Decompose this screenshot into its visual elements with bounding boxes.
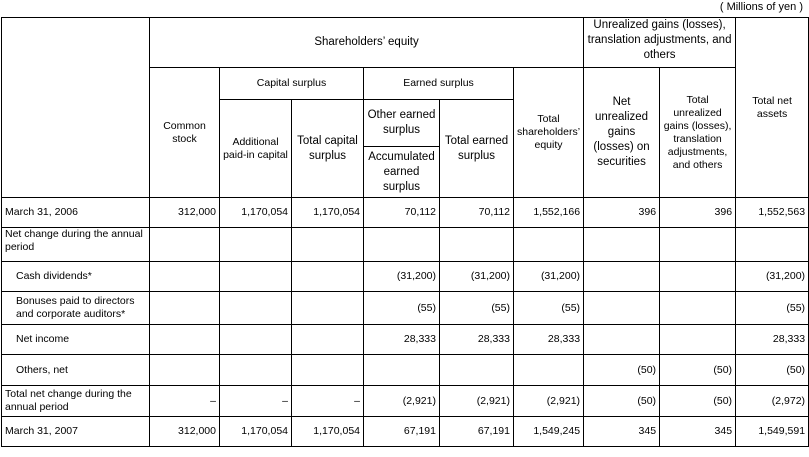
- total-earned-surplus-header: Total earned surplus: [440, 100, 514, 198]
- table-cell: –: [220, 386, 292, 417]
- table-cell: [150, 292, 220, 325]
- table-row: [2, 355, 809, 386]
- common-stock-header: Common stock: [150, 68, 220, 198]
- table-cell: 1,170,054: [292, 417, 364, 447]
- table-cell: (55): [514, 292, 584, 325]
- table-cell: (50): [584, 355, 660, 386]
- table-cell: 312,000: [150, 417, 220, 447]
- table-cell: (50): [736, 355, 809, 386]
- row-label: Cash dividends*: [2, 262, 150, 292]
- table-cell: 345: [584, 417, 660, 447]
- table-cell: 396: [660, 198, 736, 228]
- header-row-1: [2, 18, 809, 68]
- table-cell: 67,191: [440, 417, 514, 447]
- table-cell: [514, 228, 584, 262]
- table-cell: (55): [364, 292, 440, 325]
- table-cell: 396: [584, 198, 660, 228]
- table-cell: –: [292, 386, 364, 417]
- table-cell: 28,333: [364, 325, 440, 355]
- table-cell: 1,170,054: [220, 198, 292, 228]
- table-cell: (55): [736, 292, 809, 325]
- table-cell: [292, 262, 364, 292]
- table-cell: 312,000: [150, 198, 220, 228]
- table-row: [2, 262, 809, 292]
- row-label: Bonuses paid to directors and corporate auditors*: [2, 292, 150, 325]
- table-row: [2, 198, 809, 228]
- table-cell: [440, 355, 514, 386]
- table-cell: [292, 355, 364, 386]
- table-row: [2, 417, 809, 447]
- table-cell: 1,170,054: [220, 417, 292, 447]
- table-cell: (50): [660, 386, 736, 417]
- capital-surplus-header: Capital surplus: [220, 68, 364, 100]
- table-cell: [440, 228, 514, 262]
- table-cell: 1,552,563: [736, 198, 809, 228]
- table-cell: (55): [440, 292, 514, 325]
- additional-paid-in-header: Additional paid-in capital: [220, 100, 292, 198]
- table-cell: [150, 325, 220, 355]
- table-row: [2, 325, 809, 355]
- total-shareholders-equity-header: Total shareholders’ equity: [514, 68, 584, 198]
- table-cell: [364, 228, 440, 262]
- table-cell: 70,112: [440, 198, 514, 228]
- table-cell: [220, 355, 292, 386]
- table-cell: [220, 262, 292, 292]
- shareholders-equity-header: Shareholders’ equity: [150, 18, 584, 68]
- table-cell: (2,921): [364, 386, 440, 417]
- table-cell: (50): [584, 386, 660, 417]
- total-net-assets-header: Total net assets: [736, 18, 809, 198]
- table-cell: [660, 325, 736, 355]
- table-cell: [292, 292, 364, 325]
- accumulated-earned-surplus-header: Accumulated earned surplus: [364, 147, 440, 198]
- unrealized-group-header: Unrealized gains (losses), translation adjustments, and others: [584, 18, 736, 68]
- net-unrealized-header: Net unrealized gains (losses) on securities: [584, 68, 660, 198]
- table-cell: [584, 325, 660, 355]
- table-cell: [292, 228, 364, 262]
- table-cell: 1,552,166: [514, 198, 584, 228]
- table-cell: [150, 228, 220, 262]
- table-cell: [220, 228, 292, 262]
- table-cell: [220, 325, 292, 355]
- table-cell: (31,200): [736, 262, 809, 292]
- table-cell: (2,972): [736, 386, 809, 417]
- total-unrealized-header: Total unrealized gains (losses), translation adjustments, and others: [660, 68, 736, 198]
- table-cell: (31,200): [514, 262, 584, 292]
- table-cell: (31,200): [364, 262, 440, 292]
- table-cell: 70,112: [364, 198, 440, 228]
- table-cell: [660, 292, 736, 325]
- table-cell: [292, 325, 364, 355]
- table-cell: 28,333: [514, 325, 584, 355]
- table-row: [2, 292, 809, 325]
- table-cell: [660, 228, 736, 262]
- table-cell: 28,333: [736, 325, 809, 355]
- row-label: Total net change during the annual period: [2, 386, 150, 417]
- earned-surplus-header: Earned surplus: [364, 68, 514, 100]
- table-row: [2, 228, 809, 262]
- table-cell: 1,170,054: [292, 198, 364, 228]
- total-capital-surplus-header: Total capital surplus: [292, 100, 364, 198]
- table-cell: [584, 262, 660, 292]
- table-cell: [364, 355, 440, 386]
- table-cell: (2,921): [440, 386, 514, 417]
- table-cell: [150, 262, 220, 292]
- row-label: March 31, 2007: [2, 417, 150, 447]
- table-cell: 67,191: [364, 417, 440, 447]
- table-cell: (2,921): [514, 386, 584, 417]
- equity-statement-table: [1, 17, 809, 447]
- table-cell: [584, 292, 660, 325]
- table-cell: [660, 262, 736, 292]
- table-cell: 345: [660, 417, 736, 447]
- table-row: [2, 386, 809, 417]
- table-cell: 1,549,591: [736, 417, 809, 447]
- table-cell: 1,549,245: [514, 417, 584, 447]
- table-cell: [584, 228, 660, 262]
- table-cell: –: [150, 386, 220, 417]
- row-label: March 31, 2006: [2, 198, 150, 228]
- row-label: Net income: [2, 325, 150, 355]
- table-cell: [514, 355, 584, 386]
- table-cell: (31,200): [440, 262, 514, 292]
- row-label-header: [2, 18, 150, 198]
- table-cell: [736, 228, 809, 262]
- table-cell: 28,333: [440, 325, 514, 355]
- table-cell: [150, 355, 220, 386]
- unit-note: ( Millions of yen ): [719, 1, 803, 13]
- table-cell: (50): [660, 355, 736, 386]
- row-label: Others, net: [2, 355, 150, 386]
- table-cell: [220, 292, 292, 325]
- row-label: Net change during the annual period: [2, 228, 150, 262]
- other-earned-surplus-header: Other earned surplus: [364, 100, 440, 147]
